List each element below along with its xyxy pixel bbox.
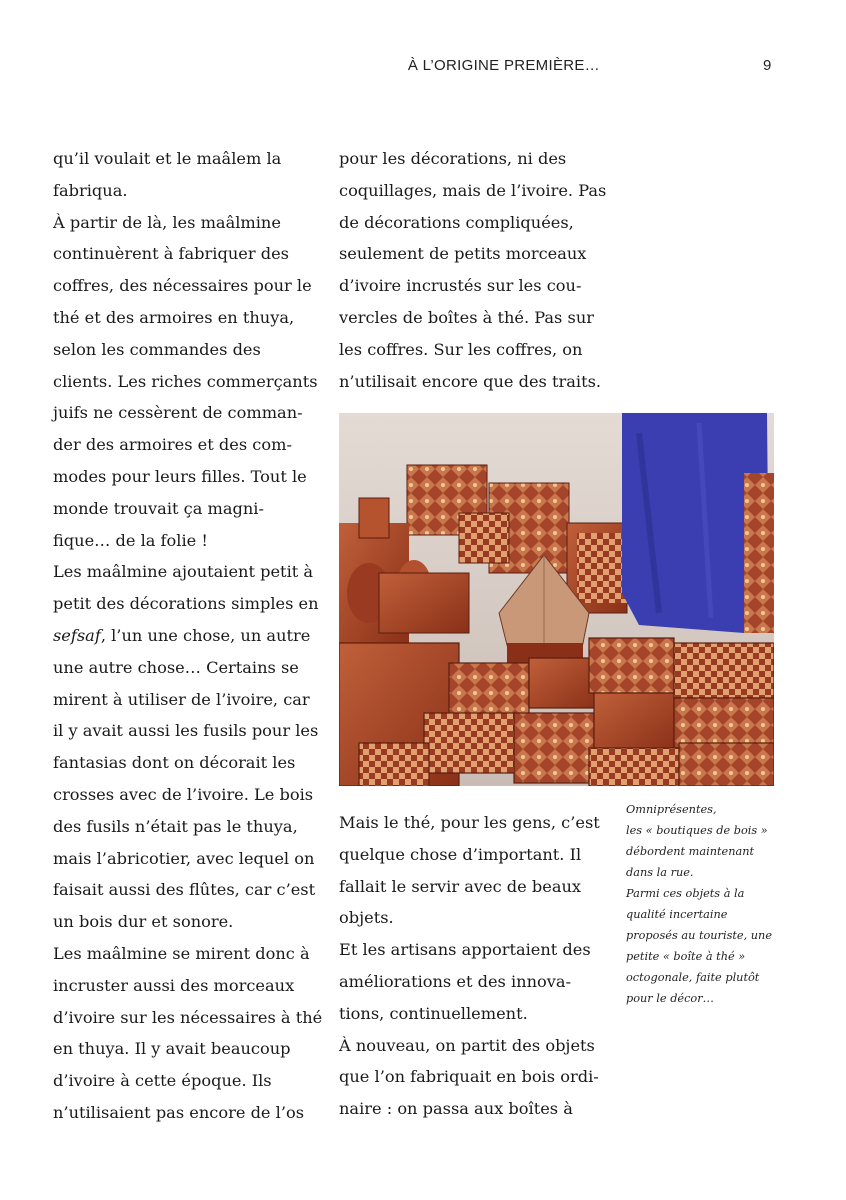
body-text-line: petit des décorations simples en — [53, 594, 319, 614]
body-text-line: selon les commandes des — [53, 339, 261, 359]
right-text-column-bottom — [339, 807, 609, 1125]
body-text-line: que l’on fabriquait en bois ordi- — [339, 1067, 599, 1087]
body-text-line: continuèrent à fabriquer des — [53, 244, 289, 264]
body-text-line: coquillages, mais de l’ivoire. Pas — [339, 180, 607, 200]
body-text-line: modes pour leurs filles. Tout le — [53, 466, 307, 486]
caption-line: Parmi ces objets à la — [626, 887, 745, 900]
body-text-line: clients. Les riches commerçants — [53, 371, 318, 391]
body-text-line: mirent à utiliser de l’ivoire, car — [53, 689, 310, 709]
body-text-line: en thuya. Il y avait beaucoup — [53, 1039, 291, 1059]
body-text-line: pour les décorations, ni des — [339, 149, 567, 168]
body-text-line: fallait le servir avec de beaux — [339, 876, 582, 896]
right-text-column-top — [339, 143, 609, 397]
body-text-line: tions, continuellement. — [339, 1003, 528, 1023]
photo-illustration — [339, 413, 774, 786]
body-text-line: n’utilisait encore que des traits. — [339, 371, 602, 391]
body-text-line: thé et des armoires en thuya, — [53, 307, 295, 327]
body-text-line: qu’il voulait et le maâlem la — [53, 149, 282, 168]
body-text-line: un bois dur et sonore. — [53, 912, 234, 932]
body-text-line: il y avait aussi les fusils pour les — [53, 721, 319, 741]
body-text-line: d’ivoire incrustés sur les cou- — [339, 276, 582, 296]
emphasized-term: sefsaf — [53, 625, 101, 645]
body-text-line — [53, 620, 323, 652]
caption-line: octogonale, faite plutôt — [626, 971, 760, 984]
body-text-line: n’utilisaient pas encore de l’os — [53, 1102, 305, 1122]
caption-line: pour le décor… — [626, 992, 714, 1005]
body-text-line: d’ivoire à cette époque. Ils — [53, 1071, 272, 1091]
body-text-line: Les maâlmine se mirent donc à — [53, 943, 310, 963]
body-text-line: incruster aussi des morceaux — [53, 975, 295, 995]
caption-line: qualité incertaine — [626, 908, 728, 921]
body-text-line: monde trouvait ça magni- — [53, 498, 264, 518]
body-text-line: améliorations et des innova- — [339, 971, 572, 991]
body-text-line: fabriqua. — [53, 180, 128, 200]
photo-caption — [626, 799, 786, 1009]
body-text-line: À partir de là, les maâlmine — [53, 212, 281, 232]
body-text-line: juifs ne cessèrent de comman- — [53, 403, 303, 423]
body-text-line: fantasias dont on décorait les — [53, 753, 296, 773]
caption-line: petite « boîte à thé » — [626, 950, 746, 963]
body-text-line: vercles de boîtes à thé. Pas sur — [339, 307, 594, 327]
photo-wooden-boxes — [339, 413, 774, 786]
body-text-line: coffres, des nécessaires pour le — [53, 276, 312, 296]
caption-line: les « boutiques de bois » — [626, 824, 768, 837]
body-text-line: faisait aussi des flûtes, car c’est — [53, 880, 316, 900]
body-text-line: objets. — [339, 908, 394, 928]
caption-line: Omniprésentes, — [626, 803, 717, 816]
body-text-line: Et les artisans apportaient des — [339, 940, 591, 960]
running-header-title: À L’ORIGINE PREMIÈRE… — [407, 57, 600, 74]
caption-line: proposés au touriste, une — [626, 929, 773, 942]
body-text-line: À nouveau, on partit des objets — [339, 1035, 595, 1055]
body-text-line: les coffres. Sur les coffres, on — [339, 339, 583, 359]
page-number: 9 — [763, 57, 772, 74]
body-text-line: quelque chose d’important. Il — [339, 844, 582, 864]
body-text-line: mais l’abricotier, avec lequel on — [53, 848, 315, 868]
text-fragment: , l’un une chose, un autre — [100, 625, 311, 645]
body-text-line: d’ivoire sur les nécessaires à thé — [53, 1007, 323, 1027]
caption-line: dans la rue. — [626, 866, 694, 879]
body-text-line: Mais le thé, pour les gens, c’est — [339, 813, 600, 832]
body-text-line: seulement de petits morceaux — [339, 244, 587, 264]
body-text-line: des fusils n’était pas le thuya, — [53, 816, 298, 836]
left-text-column — [53, 143, 323, 1129]
body-text-line: Les maâlmine ajoutaient petit à — [53, 562, 314, 582]
running-header — [0, 57, 846, 81]
caption-line: débordent maintenant — [626, 845, 755, 858]
body-text-line: une autre chose… Certains se — [53, 657, 299, 677]
body-text-line: crosses avec de l’ivoire. Le bois — [53, 784, 314, 804]
body-text-line: naire : on passa aux boîtes à — [339, 1099, 573, 1119]
body-text-line: de décorations compliquées, — [339, 212, 574, 232]
body-text-line: fique… de la folie ! — [53, 530, 208, 550]
body-text-line: der des armoires et des com- — [53, 435, 292, 455]
